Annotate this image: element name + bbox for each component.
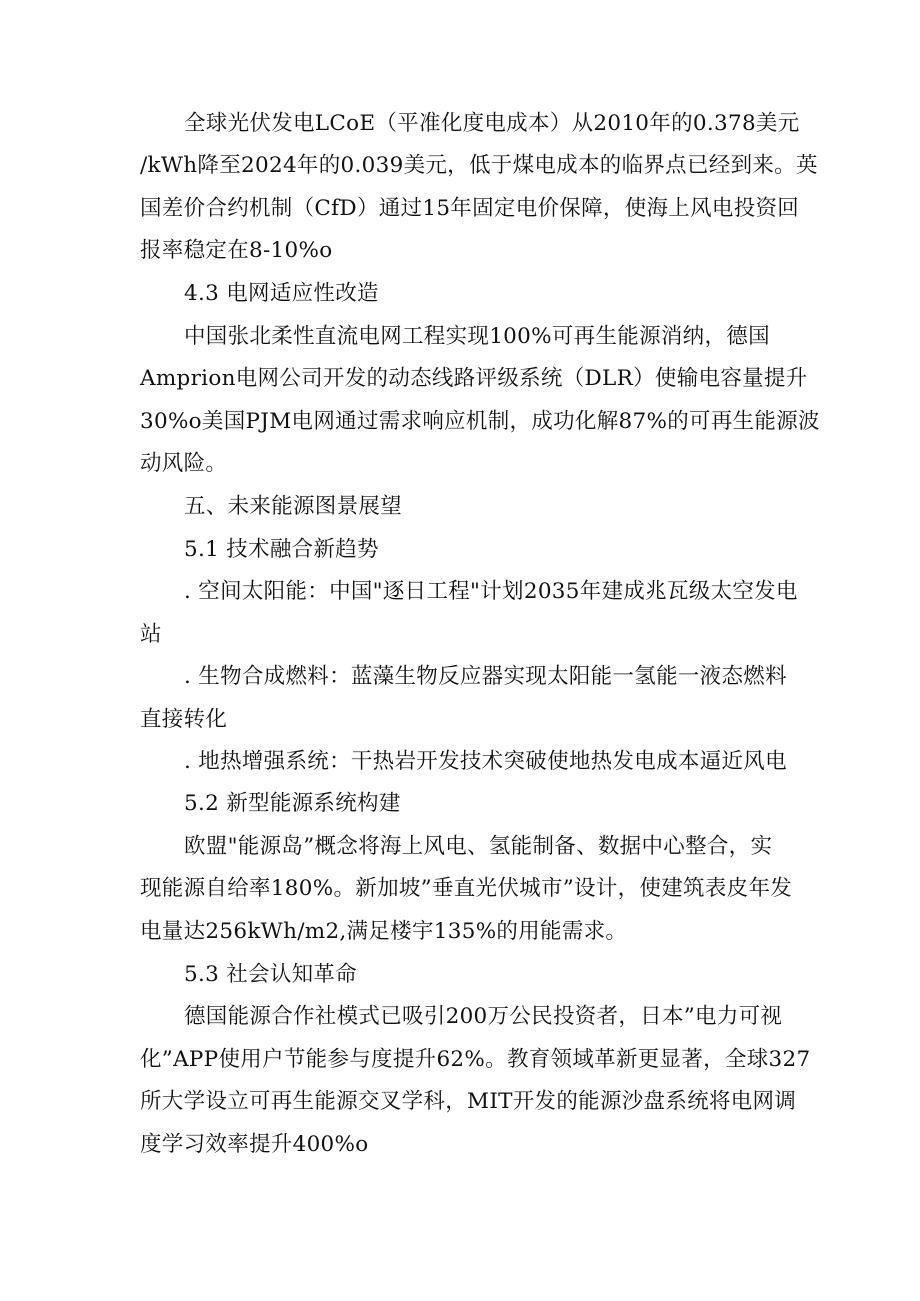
section-heading-5-2: 5.2 新型能源系统构建	[184, 791, 401, 816]
paragraph-line: 30%o美国PJM电网通过需求响应机制，成功化解87%的可再生能源波	[140, 409, 820, 434]
paragraph-line: 现能源自给率180%。新加坡”垂直光伏城市”设计，使建筑表皮年发	[140, 876, 793, 901]
paragraph-line: 全球光伏发电LCoE（平准化度电成本）从2010年的0.378美元	[184, 111, 800, 136]
paragraph-line: 德国能源合作社模式已吸引200万公民投资者，日本”电力可视	[184, 1004, 783, 1029]
paragraph-line: 化”APP使用户节能参与度提升62%。教育领域革新更显著，全球327	[140, 1047, 811, 1072]
bullet-line-continuation: 直接转化	[140, 707, 228, 732]
paragraph-line: 电量达256kWh/m2,满足楼宇135%的用能需求。	[140, 919, 628, 944]
paragraph-line: 动风险。	[140, 451, 228, 476]
section-heading-5-1: 5.1 技术融合新趋势	[184, 537, 379, 562]
section-heading-4-3: 4.3 电网适应性改造	[184, 281, 379, 306]
paragraph-line: 国差价合约机制（CfD）通过15年固定电价保障，使海上风电投资回	[140, 196, 800, 221]
paragraph-line: 度学习效率提升400%o	[140, 1132, 369, 1157]
bullet-line: . 生物合成燃料：蓝藻生物反应器实现太阳能一氢能一液态燃料	[184, 664, 787, 689]
paragraph-line: 报率稳定在8-10%o	[140, 238, 333, 263]
section-heading-5-3: 5.3 社会认知革命	[184, 962, 358, 987]
bullet-line-continuation: 站	[140, 622, 162, 647]
bullet-line: . 空间太阳能：中国"逐日工程"计划2035年建成兆瓦级太空发电	[184, 579, 798, 604]
bullet-line: . 地热增强系统：干热岩开发技术突破使地热发电成本逼近风电	[184, 749, 787, 774]
chapter-heading-5: 五、未来能源图景展望	[184, 494, 403, 519]
paragraph-line: Amprion电网公司开发的动态线路评级系统（DLR）使输电容量提升	[140, 366, 808, 391]
paragraph-line: 欧盟"能源岛”概念将海上风电、氢能制备、数据中心整合，实	[184, 834, 773, 859]
paragraph-line: /kWh降至2024年的0.039美元，低于煤电成本的临界点已经到来。英	[140, 153, 818, 178]
paragraph-line: 中国张北柔性直流电网工程实现100%可再生能源消纳，德国	[184, 324, 770, 349]
paragraph-line: 所大学设立可再生能源交叉学科，MIT开发的能源沙盘系统将电网调	[140, 1089, 797, 1114]
